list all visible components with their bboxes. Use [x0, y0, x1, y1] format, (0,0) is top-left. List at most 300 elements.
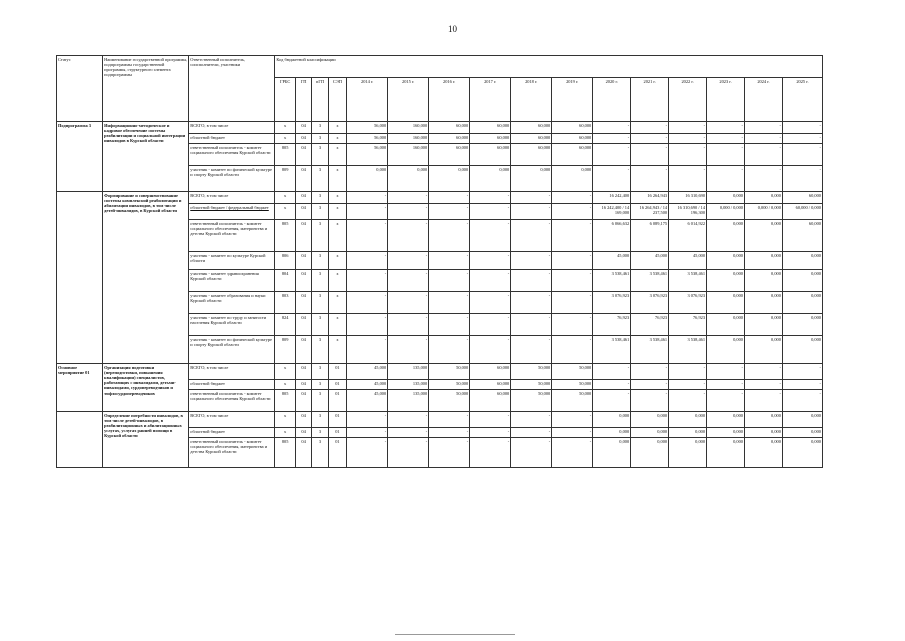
- header-executor: Ответственный исполнитель, соисполнители, участники: [189, 56, 275, 122]
- row-value: -: [470, 252, 511, 270]
- row-value: -: [782, 364, 822, 380]
- row-value: -: [429, 412, 470, 428]
- row-value: -: [593, 380, 631, 390]
- row-value: 0,000: [745, 192, 783, 204]
- row-value: -: [552, 428, 593, 438]
- row-sep: х: [328, 144, 346, 166]
- row-status: Основное мероприятие 01: [57, 364, 103, 412]
- row-value: 0,000: [707, 270, 745, 292]
- row-executor: ВСЕГО, в том числе: [189, 412, 275, 428]
- header-name: Наименование государственной программы, подпрограммы государственной программы, структурного элемента подпрограммы: [103, 56, 189, 122]
- row-value: 0,000: [782, 438, 822, 468]
- row-value: 3 076,923: [593, 292, 631, 314]
- row-value: -: [470, 220, 511, 252]
- header-year: 2019 г.: [552, 78, 593, 122]
- row-value: -: [745, 380, 783, 390]
- row-value: -: [511, 314, 552, 336]
- row-grbs: 805: [275, 144, 296, 166]
- row-gp: 04: [295, 204, 311, 220]
- row-value: -: [347, 220, 388, 252]
- header-status: Статус: [57, 56, 103, 122]
- budget-table: [56, 55, 823, 468]
- row-value: -: [552, 412, 593, 428]
- row-pgp: 3: [312, 390, 328, 412]
- row-value: -: [745, 364, 783, 380]
- row-value: -: [388, 270, 429, 292]
- row-value: 0,000: [631, 428, 669, 438]
- row-value: -: [388, 336, 429, 364]
- row-executor: ВСЕГО, в том числе: [189, 192, 275, 204]
- row-executor: участник - комитет по труду и занятости населения Курской области: [189, 314, 275, 336]
- row-value: 0,000: [593, 412, 631, 428]
- row-executor: участник - комитет по физической культуре и спорту Курской области: [189, 166, 275, 192]
- row-value: -: [347, 438, 388, 468]
- header-year: 2020 г.: [593, 78, 631, 122]
- row-value: 0,000: [745, 438, 783, 468]
- row-value: 60,000 / 0,000: [782, 204, 822, 220]
- row-executor: ответственный исполнитель - комитет социального обеспечения Курской области: [189, 390, 275, 412]
- table-row: [57, 122, 823, 134]
- row-value: -: [470, 428, 511, 438]
- row-value: 0,000: [745, 220, 783, 252]
- row-pgp: 3: [312, 314, 328, 336]
- row-pgp: 3: [312, 144, 328, 166]
- header-sep: СЭП: [328, 78, 346, 122]
- header-year: 2023 г.: [707, 78, 745, 122]
- row-value: -: [593, 364, 631, 380]
- row-value: -: [552, 220, 593, 252]
- row-value: -: [429, 270, 470, 292]
- row-value: -: [429, 192, 470, 204]
- row-value: -: [782, 122, 822, 134]
- row-value: -: [593, 144, 631, 166]
- row-value: 45,000: [347, 364, 388, 380]
- row-value: 0,000: [707, 412, 745, 428]
- row-value: 60,000: [511, 134, 552, 144]
- row-value: -: [707, 380, 745, 390]
- row-value: -: [745, 134, 783, 144]
- row-name: Формирование и совершенствование системы комплексной реабилитации и абилитации инвалидов, в том числе детей-инвалидов, в Курской области: [103, 192, 189, 364]
- row-pgp: 3: [312, 336, 328, 364]
- row-value: -: [631, 134, 669, 144]
- row-value: -: [552, 270, 593, 292]
- row-status: [57, 412, 103, 468]
- header-grbs: ГРБС: [275, 78, 296, 122]
- row-pgp: 3: [312, 270, 328, 292]
- row-value: 56,000: [347, 144, 388, 166]
- row-value: -: [347, 336, 388, 364]
- row-gp: 04: [295, 380, 311, 390]
- row-gp: 04: [295, 122, 311, 134]
- row-value: 50,000: [429, 364, 470, 380]
- table-body: [57, 122, 823, 468]
- row-value: -: [470, 192, 511, 204]
- row-value: 50,000: [429, 380, 470, 390]
- row-value: 0,000: [782, 412, 822, 428]
- row-gp: 04: [295, 412, 311, 428]
- row-value: 45,000: [593, 252, 631, 270]
- row-grbs: 804: [275, 270, 296, 292]
- row-executor: областной бюджет: [189, 428, 275, 438]
- row-value: -: [552, 292, 593, 314]
- row-value: -: [745, 166, 783, 192]
- row-executor: ответственный исполнитель - комитет социального обеспечения, материнства и детства Курской области: [189, 220, 275, 252]
- row-gp: 04: [295, 144, 311, 166]
- row-pgp: 3: [312, 252, 328, 270]
- row-value: 0,000: [552, 166, 593, 192]
- row-grbs: 824: [275, 314, 296, 336]
- row-value: 0,000: [593, 428, 631, 438]
- row-value: -: [669, 364, 707, 380]
- row-pgp: 3: [312, 220, 328, 252]
- row-grbs: х: [275, 192, 296, 204]
- row-value: 60,000: [511, 122, 552, 134]
- row-value: 60,000: [782, 192, 822, 204]
- row-value: -: [669, 134, 707, 144]
- row-value: 60,000: [552, 122, 593, 134]
- header-year: 2021 г.: [631, 78, 669, 122]
- row-gp: 04: [295, 438, 311, 468]
- row-value: -: [388, 438, 429, 468]
- row-sep: х: [328, 166, 346, 192]
- row-value: -: [631, 380, 669, 390]
- row-value: 50,000: [552, 380, 593, 390]
- header-year: 2016 г.: [429, 78, 470, 122]
- budget-table-sheet: [56, 55, 823, 468]
- row-value: -: [470, 412, 511, 428]
- row-value: -: [782, 390, 822, 412]
- row-status: Подпрограмма 3: [57, 122, 103, 192]
- row-name: Информационно-методическое и кадровое обеспечение системы реабилитации и социальной интеграции инвалидов в Курской области: [103, 122, 189, 192]
- row-value: -: [388, 428, 429, 438]
- row-value: -: [782, 134, 822, 144]
- row-value: 50,000: [511, 380, 552, 390]
- row-value: -: [552, 204, 593, 220]
- row-value: 50,000: [511, 390, 552, 412]
- row-value: -: [707, 390, 745, 412]
- row-value: 76,923: [593, 314, 631, 336]
- row-value: 6 089,175: [631, 220, 669, 252]
- row-sep: 01: [328, 412, 346, 428]
- row-executor: ВСЕГО, в том числе: [189, 364, 275, 380]
- row-value: 0,000: [707, 438, 745, 468]
- header-year: 2024 г.: [745, 78, 783, 122]
- header-year: 2018 г.: [511, 78, 552, 122]
- row-value: -: [707, 364, 745, 380]
- row-grbs: х: [275, 412, 296, 428]
- row-value: 3 538,461: [593, 270, 631, 292]
- row-sep: х: [328, 336, 346, 364]
- row-grbs: х: [275, 122, 296, 134]
- row-value: -: [593, 166, 631, 192]
- row-value: 60,000: [552, 144, 593, 166]
- row-value: -: [429, 220, 470, 252]
- row-executor: участник - комитет по физической культуре и спорту Курской области: [189, 336, 275, 364]
- row-value: 0,000: [707, 252, 745, 270]
- row-value: 16 264,943: [631, 192, 669, 204]
- row-value: 0,000: [707, 292, 745, 314]
- row-pgp: 3: [312, 166, 328, 192]
- row-gp: 04: [295, 134, 311, 144]
- row-gp: 04: [295, 428, 311, 438]
- row-value: -: [347, 412, 388, 428]
- row-value: -: [745, 390, 783, 412]
- row-value: 3 538,461: [669, 270, 707, 292]
- row-value: -: [669, 122, 707, 134]
- row-grbs: х: [275, 134, 296, 144]
- row-grbs: 809: [275, 336, 296, 364]
- row-value: -: [429, 314, 470, 336]
- row-sep: 01: [328, 380, 346, 390]
- header-gp: ГП: [295, 78, 311, 122]
- row-value: -: [745, 122, 783, 134]
- row-grbs: 809: [275, 166, 296, 192]
- row-value: 3 538,461: [593, 336, 631, 364]
- row-value: 0,000: [669, 438, 707, 468]
- row-value: 0,000: [631, 438, 669, 468]
- row-value: 50,000: [511, 364, 552, 380]
- row-value: 0,000: [745, 428, 783, 438]
- table-row: [57, 364, 823, 380]
- row-value: 0,000: [470, 166, 511, 192]
- row-sep: х: [328, 270, 346, 292]
- row-value: 0,000: [669, 428, 707, 438]
- row-value: 160,000: [388, 122, 429, 134]
- row-value: 16 242,400 / 14 169,000: [593, 204, 631, 220]
- row-value: -: [511, 428, 552, 438]
- row-gp: 04: [295, 192, 311, 204]
- row-executor: участник - комитет по культуре Курской области: [189, 252, 275, 270]
- row-gp: 04: [295, 364, 311, 380]
- row-grbs: 805: [275, 390, 296, 412]
- row-sep: х: [328, 122, 346, 134]
- row-value: -: [429, 336, 470, 364]
- row-gp: 04: [295, 220, 311, 252]
- row-value: 0,000: [429, 166, 470, 192]
- row-value: 0,000: [388, 166, 429, 192]
- row-value: 0,000: [745, 336, 783, 364]
- row-value: -: [631, 166, 669, 192]
- header-year: 2025 г.: [782, 78, 822, 122]
- row-value: 0,000: [782, 252, 822, 270]
- row-value: 60,000: [511, 144, 552, 166]
- row-value: 160,000: [388, 144, 429, 166]
- row-grbs: х: [275, 204, 296, 220]
- row-value: 60,000: [470, 134, 511, 144]
- row-value: -: [669, 390, 707, 412]
- row-sep: х: [328, 192, 346, 204]
- row-value: -: [429, 428, 470, 438]
- row-value: -: [470, 270, 511, 292]
- row-value: -: [511, 292, 552, 314]
- row-value: -: [707, 166, 745, 192]
- row-value: 0,000: [745, 270, 783, 292]
- row-pgp: 3: [312, 134, 328, 144]
- row-value: -: [470, 204, 511, 220]
- row-executor: ответственный исполнитель - комитет социального обеспечения, материнства и детства Курской области: [189, 438, 275, 468]
- row-sep: 01: [328, 438, 346, 468]
- row-value: 60,000: [470, 380, 511, 390]
- row-value: 60,000: [429, 122, 470, 134]
- row-value: 56,000: [347, 134, 388, 144]
- row-gp: 04: [295, 336, 311, 364]
- header-year: 2014 г.: [347, 78, 388, 122]
- row-value: -: [593, 134, 631, 144]
- row-value: -: [347, 314, 388, 336]
- row-value: -: [552, 314, 593, 336]
- table-row: [57, 412, 823, 428]
- header-year: 2015 г.: [388, 78, 429, 122]
- row-value: 50,000: [429, 390, 470, 412]
- row-value: 135,000: [388, 380, 429, 390]
- row-value: -: [470, 336, 511, 364]
- row-grbs: 805: [275, 438, 296, 468]
- row-value: 6 014,922: [669, 220, 707, 252]
- row-value: -: [347, 270, 388, 292]
- row-executor: участник - комитет здравоохранения Курской области: [189, 270, 275, 292]
- row-value: 0,000 / 0,000: [745, 204, 783, 220]
- row-value: 3 538,461: [669, 336, 707, 364]
- row-value: 0,000: [707, 314, 745, 336]
- row-sep: х: [328, 220, 346, 252]
- row-value: 60,000: [429, 134, 470, 144]
- row-value: 6 066,632: [593, 220, 631, 252]
- row-value: -: [593, 122, 631, 134]
- row-gp: 04: [295, 292, 311, 314]
- row-value: -: [511, 204, 552, 220]
- row-value: 16 242,400: [593, 192, 631, 204]
- row-value: 0,000: [745, 412, 783, 428]
- row-value: -: [669, 380, 707, 390]
- row-value: -: [745, 144, 783, 166]
- row-grbs: 805: [275, 220, 296, 252]
- row-sep: х: [328, 204, 346, 220]
- row-name: Определение потребности инвалидов, в том числе детей-инвалидов, в реабилитационных и абилитационных услугах, услугах ранней помощи в Курской области: [103, 412, 189, 468]
- row-value: 76,923: [631, 314, 669, 336]
- row-sep: х: [328, 252, 346, 270]
- table-row: [57, 192, 823, 204]
- row-value: -: [429, 252, 470, 270]
- row-value: 0,000: [782, 270, 822, 292]
- row-pgp: 3: [312, 204, 328, 220]
- row-gp: 04: [295, 390, 311, 412]
- row-pgp: 3: [312, 364, 328, 380]
- row-value: -: [388, 314, 429, 336]
- row-value: 60,000: [470, 390, 511, 412]
- row-value: -: [388, 220, 429, 252]
- row-value: -: [511, 438, 552, 468]
- row-value: -: [429, 438, 470, 468]
- row-value: 0,000: [782, 314, 822, 336]
- row-pgp: 3: [312, 292, 328, 314]
- row-value: -: [631, 122, 669, 134]
- row-executor: участник - комитет образования и науки Курской области: [189, 292, 275, 314]
- header-kbk: Код бюджетной классификации: [275, 56, 823, 78]
- row-value: -: [470, 314, 511, 336]
- row-value: 0,000: [745, 314, 783, 336]
- row-value: 135,000: [388, 364, 429, 380]
- row-value: -: [782, 380, 822, 390]
- row-value: 0,000: [782, 292, 822, 314]
- row-value: 0,000: [347, 166, 388, 192]
- row-value: -: [470, 438, 511, 468]
- row-grbs: х: [275, 364, 296, 380]
- row-value: 0,000: [511, 166, 552, 192]
- row-value: 60,000: [470, 364, 511, 380]
- row-value: 3 076,923: [631, 292, 669, 314]
- row-value: 50,000: [552, 390, 593, 412]
- row-value: 0,000: [707, 336, 745, 364]
- row-value: 0,000: [782, 428, 822, 438]
- row-pgp: 3: [312, 428, 328, 438]
- row-value: 60,000: [470, 122, 511, 134]
- row-value: 16 310,690 / 14 196,300: [669, 204, 707, 220]
- row-value: -: [511, 252, 552, 270]
- row-value: 60,000: [782, 220, 822, 252]
- row-value: -: [511, 220, 552, 252]
- row-value: 60,000: [552, 134, 593, 144]
- row-value: 160,000: [388, 134, 429, 144]
- row-gp: 04: [295, 166, 311, 192]
- header-pgp: пГП: [312, 78, 328, 122]
- row-pgp: 3: [312, 192, 328, 204]
- row-pgp: 3: [312, 380, 328, 390]
- row-grbs: х: [275, 380, 296, 390]
- row-value: -: [511, 192, 552, 204]
- row-value: 0,000: [707, 428, 745, 438]
- row-value: -: [388, 412, 429, 428]
- row-sep: х: [328, 314, 346, 336]
- row-value: 0,000: [707, 220, 745, 252]
- row-value: 0,000: [669, 412, 707, 428]
- row-value: -: [631, 364, 669, 380]
- row-sep: 01: [328, 364, 346, 380]
- row-gp: 04: [295, 314, 311, 336]
- row-value: 45,000: [347, 380, 388, 390]
- header-year: 2022 г.: [669, 78, 707, 122]
- row-value: -: [669, 166, 707, 192]
- row-value: -: [388, 292, 429, 314]
- row-gp: 04: [295, 270, 311, 292]
- row-value: -: [552, 336, 593, 364]
- row-value: -: [707, 134, 745, 144]
- row-value: 3 538,461: [631, 336, 669, 364]
- row-value: -: [347, 204, 388, 220]
- row-name: Организация подготовки (переподготовки, повышения квалификации) специалистов, работающих с инвалидами, детьми-инвалидами, сурдопереводчиков и тифлосурдопереводчиков: [103, 364, 189, 412]
- row-executor: областной бюджет: [189, 134, 275, 144]
- row-value: 45,000: [669, 252, 707, 270]
- row-value: -: [347, 428, 388, 438]
- row-sep: 01: [328, 428, 346, 438]
- row-value: -: [388, 192, 429, 204]
- row-value: -: [552, 192, 593, 204]
- row-value: 60,000: [470, 144, 511, 166]
- row-sep: х: [328, 292, 346, 314]
- row-value: 45,000: [347, 390, 388, 412]
- row-grbs: 806: [275, 252, 296, 270]
- row-value: -: [782, 144, 822, 166]
- row-pgp: 3: [312, 438, 328, 468]
- row-value: 56,000: [347, 122, 388, 134]
- row-value: 16 310,690: [669, 192, 707, 204]
- row-sep: х: [328, 134, 346, 144]
- row-value: -: [388, 204, 429, 220]
- row-value: -: [347, 292, 388, 314]
- row-pgp: 3: [312, 122, 328, 134]
- row-value: -: [631, 144, 669, 166]
- row-value: 60,000: [429, 144, 470, 166]
- row-value: -: [429, 292, 470, 314]
